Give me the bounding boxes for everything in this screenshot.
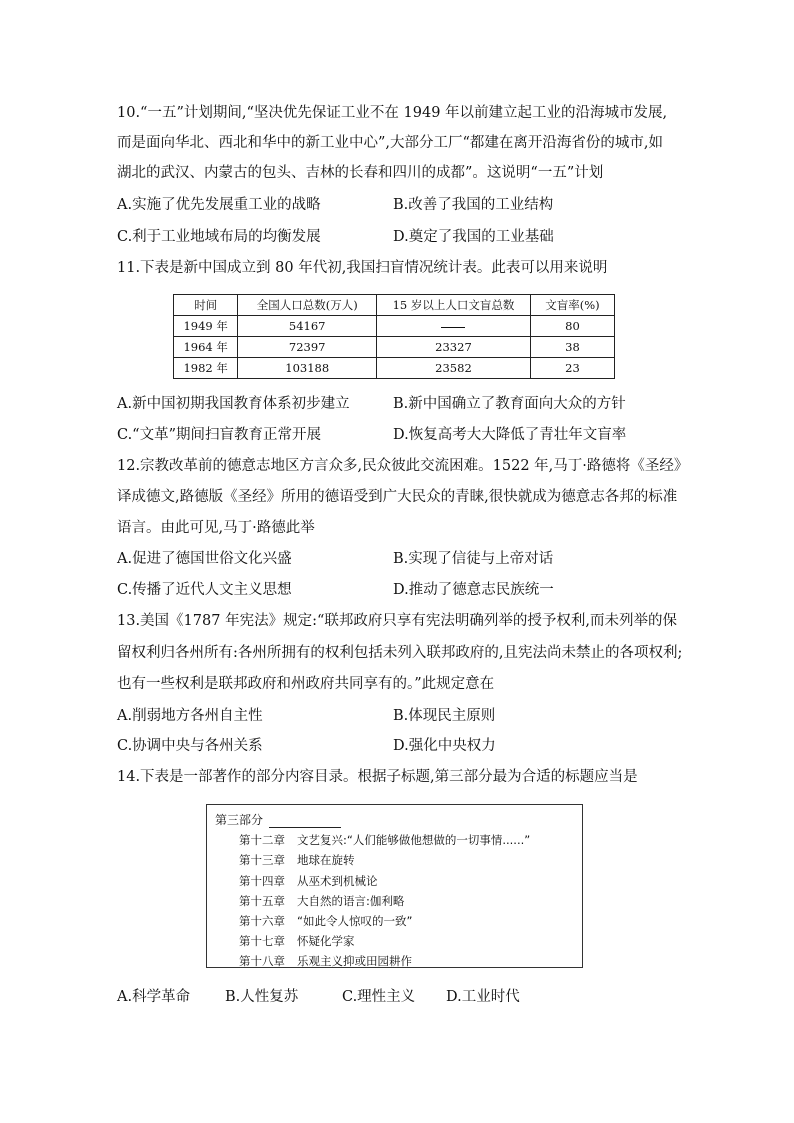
chapter-title: 地球在旋转 <box>297 853 355 867</box>
q10-option-d[interactable]: D.奠定了我国的工业基础 <box>393 229 554 245</box>
table-cell: 1982 年 <box>174 358 238 379</box>
q12-stem-line-1: 12.宗教改革前的德意志地区方言众多,民众彼此交流困难。1522 年,马丁·路德将《圣经》 <box>117 458 689 474</box>
q12-stem-line-3: 语言。由此可见,马丁·路德此举 <box>117 520 315 536</box>
table-cell: 80 <box>530 316 614 337</box>
q13-stem-line-3: 也有一些权利是联邦政府和州政府共同享有的。”此规定意在 <box>117 676 495 692</box>
table-cell: 1964 年 <box>174 337 238 358</box>
part-three-label: 第三部分 <box>215 813 264 827</box>
q13-stem-line-1: 13.美国《1787 年宪法》规定:“联邦政府只享有宪法明确列举的授予权利,而未列举的保 <box>117 613 677 629</box>
chapter-item <box>239 832 530 848</box>
table-header: 文盲率(%) <box>530 295 614 316</box>
chapter-title: 乐观主义抑或田园耕作 <box>297 954 412 968</box>
chapter-item <box>239 873 378 889</box>
table-header-row <box>174 295 615 316</box>
q14-option-c[interactable]: C.理性主义 <box>342 989 416 1005</box>
table-cell: 1949 年 <box>174 316 238 337</box>
table-header: 时间 <box>174 295 238 316</box>
q14-option-b[interactable]: B.人性复苏 <box>225 989 299 1005</box>
chapter-title: 从巫术到机械论 <box>297 874 378 888</box>
q14-option-d[interactable]: D.工业时代 <box>446 989 520 1005</box>
chapter-number: 第十二章 <box>239 833 285 847</box>
chapter-item <box>239 933 355 949</box>
table-row <box>174 337 615 358</box>
chapter-number: 第十六章 <box>239 914 285 928</box>
table-row <box>174 358 615 379</box>
table-header: 全国人口总数(万人) <box>238 295 377 316</box>
q13-option-a[interactable]: A.削弱地方各州自主性 <box>117 708 263 724</box>
chapter-number: 第十三章 <box>239 853 285 867</box>
part-three-heading <box>215 811 341 828</box>
q11-option-d[interactable]: D.恢复高考大大降低了青壮年文盲率 <box>393 427 627 443</box>
table-cell: 23582 <box>377 358 531 379</box>
table-cell: 103188 <box>238 358 377 379</box>
q13-stem-line-2: 留权利归各州所有:各州所拥有的权利包括未列入联邦政府的,且宪法尚未禁止的各项权利; <box>117 645 683 661</box>
q13-option-d[interactable]: D.强化中央权力 <box>393 738 496 754</box>
chapter-number: 第十四章 <box>239 874 285 888</box>
q12-stem-line-2: 译成德文,路德版《圣经》所用的德语受到广大民众的青睐,很快就成为德意志各邦的标准 <box>117 489 678 505</box>
q11-option-a[interactable]: A.新中国初期我国教育体系初步建立 <box>117 396 350 412</box>
table-of-contents-box <box>206 804 583 968</box>
chapter-title: 大自然的语言:伽利略 <box>297 894 405 908</box>
table-cell: 72397 <box>238 337 377 358</box>
q10-stem-line-3: 湖北的武汉、内蒙古的包头、吉林的长春和四川的成都”。这说明“一五”计划 <box>117 165 604 181</box>
q10-option-a[interactable]: A.实施了优先发展重工业的战略 <box>117 197 321 213</box>
q11-stem: 11.下表是新中国成立到 80 年代初,我国扫盲情况统计表。此表可以用来说明 <box>117 260 608 276</box>
table-cell: 38 <box>530 337 614 358</box>
q10-stem-line-1: 10.“一五”计划期间,“坚决优先保证工业不在 1949 年以前建立起工业的沿海城市发展, <box>117 105 668 121</box>
q12-option-a[interactable]: A.促进了德国世俗文化兴盛 <box>117 551 292 567</box>
q12-option-b[interactable]: B.实现了信徒与上帝对话 <box>393 551 554 567</box>
table-cell: 23 <box>530 358 614 379</box>
q14-option-a[interactable]: A.科学革命 <box>117 989 191 1005</box>
q11-option-b[interactable]: B.新中国确立了教育面向大众的方针 <box>393 396 626 412</box>
q13-option-c[interactable]: C.协调中央与各州关系 <box>117 738 263 754</box>
q11-option-c[interactable]: C.“文革”期间扫盲教育正常开展 <box>117 427 322 443</box>
q14-stem: 14.下表是一部著作的部分内容目录。根据子标题,第三部分最为合适的标题应当是 <box>117 769 638 785</box>
q12-option-c[interactable]: C.传播了近代人文主义思想 <box>117 582 292 598</box>
q10-stem-line-2: 而是面向华北、西北和华中的新工业中心”,大部分工厂“都建在离开沿海省份的城市,如 <box>117 135 664 151</box>
chapter-title: “如此令人惊叹的一致” <box>297 914 413 928</box>
chapter-number: 第十七章 <box>239 934 285 948</box>
q10-option-c[interactable]: C.利于工业地域布局的均衡发展 <box>117 229 321 245</box>
chapter-item <box>239 913 412 929</box>
q13-option-b[interactable]: B.体现民主原则 <box>393 708 496 724</box>
table-cell <box>377 316 531 337</box>
table-header: 15 岁以上人口文盲总数 <box>377 295 531 316</box>
literacy-table <box>173 294 615 379</box>
table-cell: 54167 <box>238 316 377 337</box>
table-cell: 23327 <box>377 337 531 358</box>
chapter-title: 怀疑化学家 <box>297 934 355 948</box>
chapter-number: 第十八章 <box>239 954 285 968</box>
table-row <box>174 316 615 337</box>
chapter-title: 文艺复兴:“人们能够做他想做的一切事情......” <box>297 833 531 847</box>
q10-option-b[interactable]: B.改善了我国的工业结构 <box>393 197 554 213</box>
q12-option-d[interactable]: D.推动了德意志民族统一 <box>393 582 554 598</box>
chapter-item <box>239 893 404 909</box>
answer-blank <box>269 815 341 828</box>
dash-mark <box>441 327 465 328</box>
chapter-item <box>239 953 412 969</box>
chapter-item <box>239 852 355 868</box>
chapter-number: 第十五章 <box>239 894 285 908</box>
